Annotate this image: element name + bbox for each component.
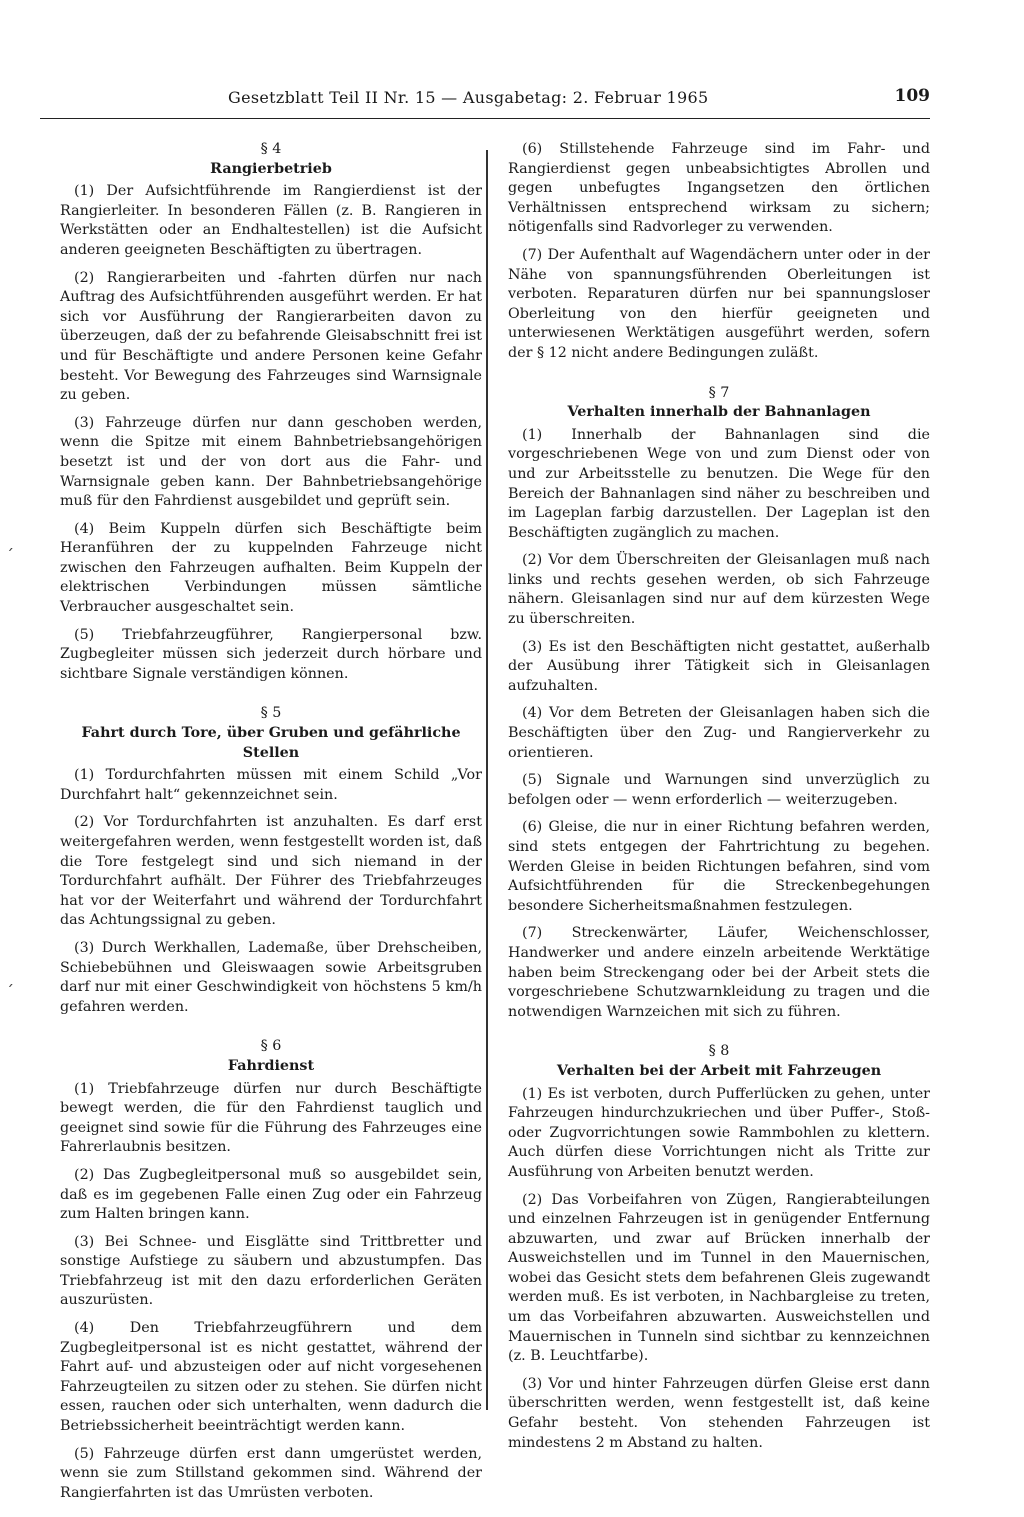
paragraph: (1) Innerhalb der Bahnanlagen sind die vorgeschriebenen Wege von und zum Dienst oder von und zur Arbeitsstelle zu benutzen. Die Wege für den Bereich der Bahnanlagen sind näher zu beschreiben und im Lageplan farbig darzustellen. Der Lageplan ist den Beschäftigten zugänglich zu machen. <box>508 426 930 541</box>
paragraph: (3) Vor und hinter Fahrzeugen dürfen Gleise erst dann überschritten werden, wenn festgestellt ist, daß keine Gefahr besteht. Von stehenden Fahrzeugen ist mindestens 2 m Abstand zu halten. <box>508 1375 930 1451</box>
right-column <box>508 140 930 1461</box>
paragraph: (1) Triebfahrzeuge dürfen nur durch Beschäftigte bewegt werden, die für den Fahrdienst tauglich und geeignet sind sowie für die Führung des Fahrzeuges eine Fahrerlaubnis besitzen. <box>60 1080 482 1156</box>
section-title: Rangierbetrieb <box>210 160 332 177</box>
margin-mark: ˏ <box>6 968 14 987</box>
paragraph: (3) Bei Schnee- und Eisglätte sind Trittbretter und sonstige Aufstiege zu säubern und abzustumpfen. Das Triebfahrzeug ist mit den dazu erforderlichen Geräten auszurüsten. <box>60 1233 482 1309</box>
header-title: Gesetzblatt Teil II Nr. 15 — Ausgabetag: 2. Februar 1965 <box>228 88 709 107</box>
column-divider <box>486 150 488 1410</box>
section-title: Fahrt durch Tore, über Gruben und gefährliche Stellen <box>81 725 461 761</box>
section-number: § 7 <box>708 384 730 401</box>
paragraph: (4) Beim Kuppeln dürfen sich Beschäftigte beim Heranführen der zu kuppelnden Fahrzeuge nicht zwischen den Fahrzeugen aufhalten. Beim Kuppeln der elektrischen Verbindungen müssen sämtliche Verbraucher ausgeschaltet sein. <box>60 520 482 616</box>
section-4 <box>60 140 482 684</box>
section-number: § 5 <box>260 705 282 722</box>
page-header <box>40 84 930 119</box>
paragraph: (1) Der Aufsichtführende im Rangierdienst ist der Rangierleiter. In besonderen Fällen (z. B. Rangieren in Werkstätten oder an Endhaltestellen) ist die Aufsicht anderen geeigneten Beschäftigten zu übertragen. <box>60 183 482 258</box>
paragraph: (7) Streckenwärter, Läufer, Weichenschlosser, Handwerker und andere einzeln arbeitende Werktätige haben beim Streckengang oder bei der Arbeit stets die vorgeschriebene Schutzwarnkleidung zu tragen und die notwendigen Warnzeichen mit sich zu führen. <box>508 925 930 1020</box>
left-column <box>60 140 482 1511</box>
paragraph: (1) Es ist verboten, durch Pufferlücken zu gehen, unter Fahrzeugen hindurchzukriechen und über Puffer-, Stoß- oder Zugvorrichtungen sowie Rammbohlen zu klettern. Auch dürfen diese Vorrichtungen nicht als Tritte zur Ausführung von Arbeiten benutzt werden. <box>508 1085 930 1180</box>
paragraph: (5) Signale und Warnungen sind unverzüglich zu befolgen oder — wenn erforderlich — weiterzugeben. <box>508 772 930 808</box>
paragraph: (6) Gleise, die nur in einer Richtung befahren werden, sind stets entgegen der Fahrtrichtung zu begehen. Werden Gleise in beiden Richtungen befahren, sind vom Aufsichtführenden für die Streckenbegehungen besondere Sicherheitsmaßnahmen festzulegen. <box>508 819 930 914</box>
paragraph: (5) Fahrzeuge dürfen erst dann umgerüstet werden, wenn sie zum Stillstand gekommen sind. Während der Rangierfahrten ist das Umrüsten verboten. <box>60 1445 482 1501</box>
paragraph: (3) Fahrzeuge dürfen nur dann geschoben werden, wenn die Spitze mit einem Bahnbetriebsangehörigen besetzt ist und der von dort aus die Fahr- und Warnsignale geben kann. Der Bahnbetriebsangehörige muß für den Fahrdienst ausgebildet und geprüft sein. <box>60 414 482 510</box>
paragraph: (7) Der Aufenthalt auf Wagendächern unter oder in der Nähe von spannungsführenden Oberleitungen ist verboten. Reparaturen dürfen nur bei spannungsloser Oberleitung von den hierfür geeigneten und unterwiesenen Werktätigen ausgeführt werden, sofern der § 12 nicht andere Bedingungen zuläßt. <box>508 246 930 361</box>
paragraph: (1) Tordurchfahrten müssen mit einem Schild „Vor Durchfahrt halt“ gekennzeichnet sein. <box>60 767 482 803</box>
paragraph: (2) Das Zugbegleitpersonal muß so ausgebildet sein, daß es im gegebenen Falle einen Zug oder ein Fahrzeug zum Halten bringen kann. <box>60 1166 482 1223</box>
section-7 <box>508 384 930 1023</box>
section-8 <box>508 1042 930 1453</box>
section-6 <box>60 1037 482 1503</box>
margin-mark: ˏ <box>6 532 14 551</box>
paragraph: (5) Triebfahrzeugführer, Rangierpersonal bzw. Zugbegleiter müssen sich jederzeit durch hörbare und sichtbare Signale verständigen können. <box>60 626 482 682</box>
section-title: Fahrdienst <box>227 1057 315 1074</box>
section-6-continued <box>508 140 930 364</box>
paragraph: (3) Es ist den Beschäftigten nicht gestattet, außerhalb der Ausübung ihrer Tätigkeit sich in Gleisanlagen aufzuhalten. <box>508 638 930 694</box>
paragraph: (4) Den Triebfahrzeugführern und dem Zugbegleitpersonal ist es nicht gestattet, während der Fahrt auf- und abzusteigen oder auf nicht vorgesehenen Fahrzeugteilen zu sitzen oder zu stehen. Sie dürfen nicht essen, rauchen oder sich unterhalten, wenn dadurch die Betriebssicherheit beeinträchtigt werden kann. <box>60 1320 482 1435</box>
paragraph: (2) Rangierarbeiten und -fahrten dürfen nur nach Auftrag des Aufsichtführenden ausgeführt werden. Er hat sich vor Ausführung der Rangierarbeiten davon zu überzeugen, daß der zu befahrende Gleisabschnitt frei ist und für Beschäftigte und andere Personen keine Gefahr besteht. Vor Bewegung des Fahrzeuges sind Warnsignale zu geben. <box>60 269 482 404</box>
paragraph: (4) Vor dem Betreten der Gleisanlagen haben sich die Beschäftigten über den Zug- und Rangierverkehr zu orientieren. <box>508 705 930 761</box>
section-number: § 4 <box>260 141 282 157</box>
paragraph: (2) Vor Tordurchfahrten ist anzuhalten. Es darf erst weitergefahren werden, wenn festgestellt worden ist, daß die Tore festgelegt sind und sich niemand in der Tordurchfahrt aufhält. Der Führer des Triebfahrzeuges hat vor der Weiterfahrt und während der Tordurchfahrt das Achtungssignal zu geben. <box>60 814 482 929</box>
section-title: Verhalten innerhalb der Bahnanlagen <box>567 404 871 421</box>
paragraph: (2) Das Vorbeifahren von Zügen, Rangierabteilungen und einzelnen Fahrzeugen ist in genügender Entfernung abzuwarten, und zwar auf Brücken innerhalb der Ausweichstellen und im Tunnel in den Mauernischen, wobei das Gesicht stets dem befahrenen Gleis zugewandt werden muß. Es ist verboten, in Nachbargleise zu treten, um das Vorbeifahren abzuwarten. Ausweichstellen und Mauernischen in Tunneln sind sichtbar zu kennzeichnen (z. B. Leuchtfarbe). <box>508 1191 930 1365</box>
section-number: § 8 <box>708 1043 730 1060</box>
section-title: Verhalten bei der Arbeit mit Fahrzeugen <box>556 1062 882 1079</box>
page-number: 109 <box>894 86 930 106</box>
section-number: § 6 <box>260 1038 282 1055</box>
paragraph: (2) Vor dem Überschreiten der Gleisanlagen muß nach links und rechts gesehen werden, ob sich Fahrzeuge nähern. Gleisanlagen sind nur auf dem kürzesten Wege zu überschreiten. <box>508 552 930 628</box>
paragraph: (6) Stillstehende Fahrzeuge sind im Fahr- und Rangierdienst gegen unbeabsichtigtes Abrollen und gegen unbefugtes Ingangsetzen den örtlichen Verhältnissen entsprechend wirksam zu sichern; nötigenfalls sind Radvorleger zu verwenden. <box>508 141 930 236</box>
section-5 <box>60 704 482 1017</box>
paragraph: (3) Durch Werkhallen, Lademaße, über Drehscheiben, Schiebebühnen und Gleiswaagen sowie Arbeitsgruben darf nur mit einer Geschwindigkeit von höchstens 5 km/h gefahren werden. <box>60 939 482 1015</box>
